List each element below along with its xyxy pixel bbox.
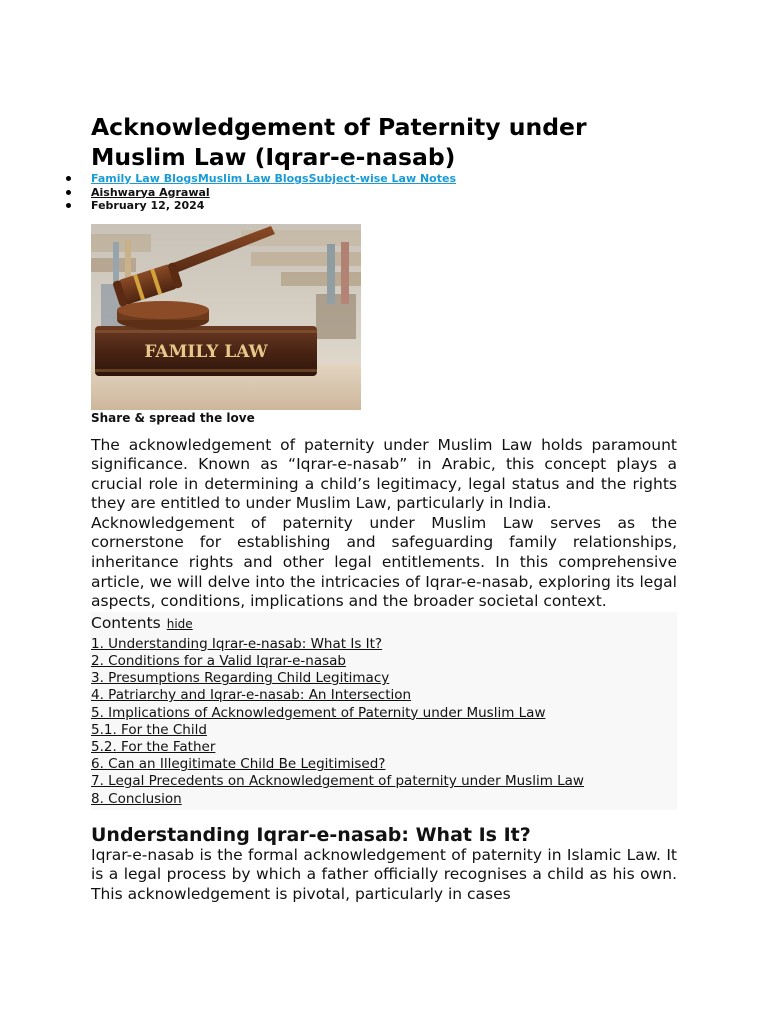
category-link-muslim-law[interactable]: Muslim Law Blogs — [197, 172, 309, 185]
section-paragraph-understanding: Iqrar-e-nasab is the formal acknowledgement of paternity in Islamic Law. It is a legal process by which a father officially recognises a child as his own. This acknowledgement is pivotal, particularly in cases — [91, 845, 677, 904]
toc-link-1[interactable]: 1. Understanding Iqrar-e-nasab: What Is It? — [91, 635, 383, 652]
toc-item — [91, 722, 677, 739]
author-link[interactable]: Aishwarya Agrawal — [91, 185, 210, 199]
toc-link-5[interactable]: 5. Implications of Acknowledgement of Paternity under Muslim Law — [91, 704, 546, 721]
toc-item — [91, 653, 677, 670]
toc-list — [91, 636, 677, 808]
article — [91, 112, 677, 905]
toc-link-3[interactable]: 3. Presumptions Regarding Child Legitimacy — [91, 670, 390, 687]
toc-item — [91, 687, 677, 704]
toc-link-4[interactable]: 4. Patriarchy and Iqrar-e-nasab: An Intersection — [91, 687, 412, 704]
toc-hide-toggle[interactable]: hide — [166, 616, 193, 631]
toc-header — [91, 614, 677, 636]
category-link-subject-wise[interactable]: Subject-wise Law Notes — [308, 172, 457, 185]
table-of-contents — [91, 612, 677, 810]
intro-paragraph-1: The acknowledgement of paternity under Muslim Law holds paramount significance. Known as “Iqrar-e-nasab” in Arabic, this concept plays a crucial role in determining a child’s legitimacy, legal status and the rights they are entitled to under Muslim Law, particularly in India. — [91, 435, 677, 513]
toc-link-6[interactable]: 6. Can an Illegitimate Child Be Legitimised? — [91, 756, 386, 773]
meta-categories — [91, 172, 677, 186]
article-meta — [91, 172, 677, 213]
featured-image-gavel-book — [91, 224, 361, 410]
toc-link-7[interactable]: 7. Legal Precedents on Acknowledgement of paternity under Muslim Law — [91, 773, 584, 790]
toc-link-5-1[interactable]: 5.1. For the Child — [91, 721, 207, 738]
toc-item — [91, 705, 677, 722]
toc-item — [91, 636, 677, 653]
meta-date: February 12, 2024 — [91, 199, 677, 213]
book-spine-text: FAMILY LAW — [144, 341, 268, 362]
toc-link-5-2[interactable]: 5.2. For the Father — [91, 739, 216, 756]
category-link-family-law[interactable]: Family Law Blogs — [91, 172, 198, 185]
toc-item — [91, 756, 677, 773]
meta-author — [91, 186, 677, 200]
share-label: Share & spread the love — [91, 410, 255, 425]
article-title: Acknowledgement of Paternity under Muslim Law (Iqrar-e-nasab) — [91, 113, 587, 171]
toc-item — [91, 773, 677, 790]
toc-item — [91, 791, 677, 808]
toc-link-8[interactable]: 8. Conclusion — [91, 790, 182, 807]
toc-item — [91, 670, 677, 687]
intro-paragraph-2: Acknowledgement of paternity under Muslim Law serves as the cornerstone for establishing and safeguarding family relationships, inheritance rights and other legal entitlements. In this comprehensive article, we will delve into the intricacies of Iqrar-e-nasab, exploring its legal aspects, conditions, implications and the broader societal context. — [91, 513, 677, 611]
toc-link-2[interactable]: 2. Conditions for a Valid Iqrar-e-nasab — [91, 653, 346, 670]
section-heading-understanding: Understanding Iqrar-e-nasab: What Is It? — [91, 823, 531, 846]
toc-heading: Contents — [91, 613, 161, 632]
toc-item — [91, 739, 677, 756]
